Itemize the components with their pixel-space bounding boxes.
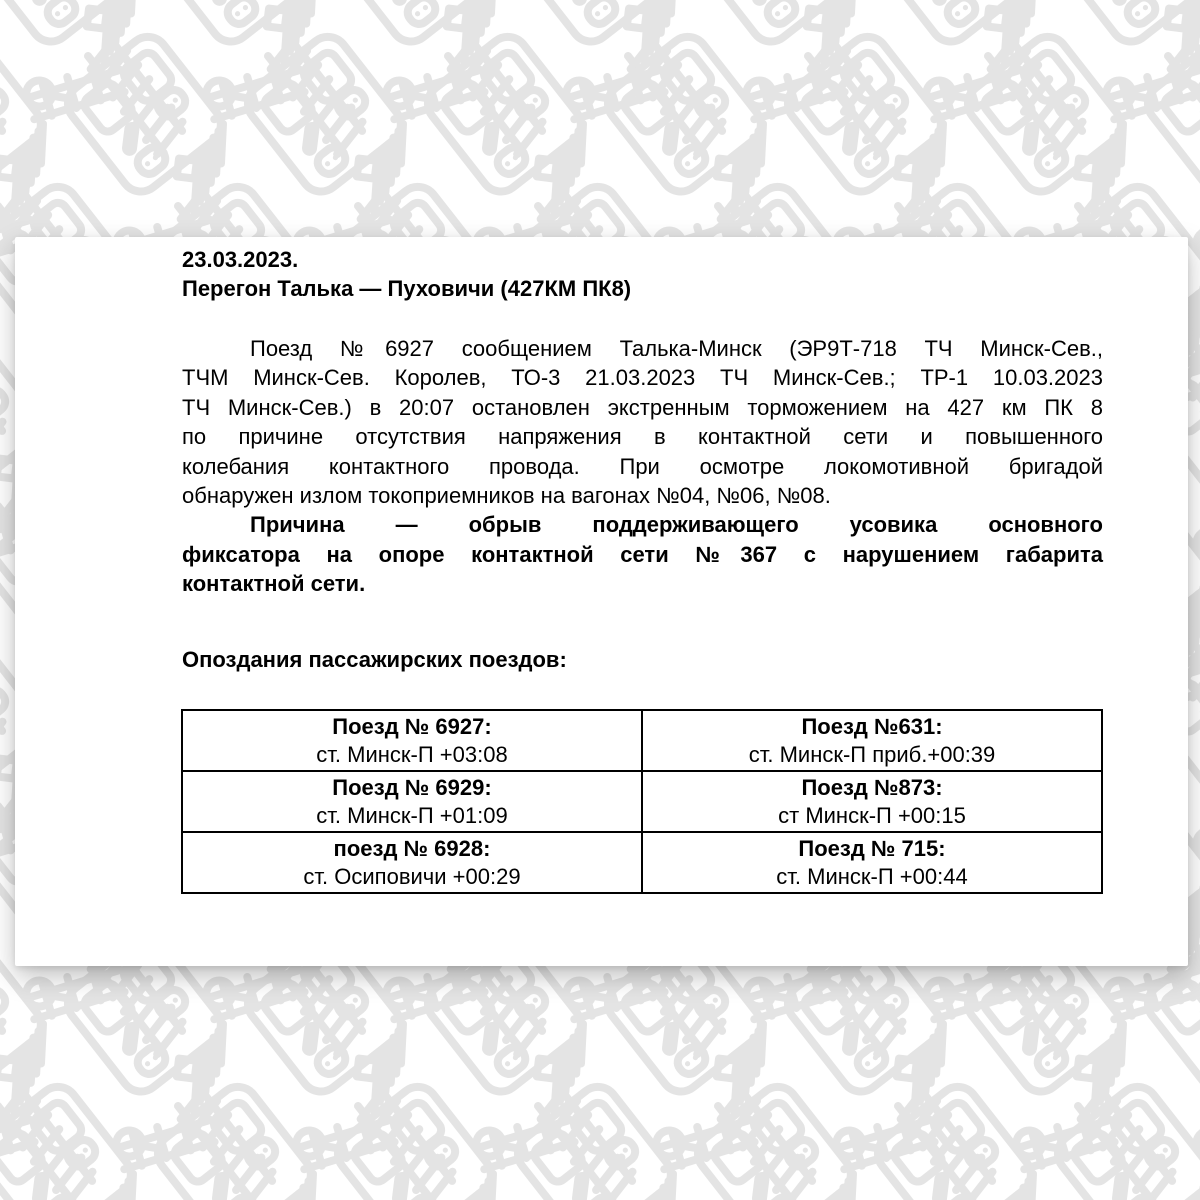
delay-value: ст. Минск-П +01:09	[316, 802, 508, 828]
delay-value: ст. Минск-П приб.+00:39	[748, 741, 996, 767]
delay-value: ст. Минск-П +03:08	[316, 741, 508, 767]
delay-cell	[642, 832, 1102, 893]
delay-cell	[182, 710, 642, 771]
cause-paragraph-line: Причина — обрыв поддерживающего усовика основного	[250, 512, 1103, 538]
train-number-label: Поезд № 715:	[798, 835, 946, 861]
cause-paragraph-line: контактной сети.	[182, 571, 366, 597]
train-number-label: Поезд №631:	[801, 713, 943, 739]
paragraph-line: ТЧМ Минск-Сев. Королев, ТО-3 21.03.2023 ТЧ Минск-Сев.; ТР-1 10.03.2023	[182, 365, 1103, 391]
delay-value: ст. Осиповичи +00:29	[303, 863, 521, 889]
paragraph-line: обнаружен излом токоприемников на вагонах №04, №06, №08.	[182, 483, 831, 509]
paragraph-line: по причине отсутствия напряжения в контактной сети и повышенного	[182, 424, 1103, 450]
incident-description	[182, 334, 1103, 599]
delay-value: ст. Минск-П +00:44	[776, 863, 968, 889]
delay-cell	[182, 771, 642, 832]
route-title-line: Перегон Талька — Пуховичи (427КМ ПК8)	[182, 276, 632, 302]
document-header	[182, 245, 1103, 304]
table-row	[182, 771, 1102, 832]
table-row	[182, 832, 1102, 893]
paragraph-line: колебания контактного провода. При осмотре локомотивной бригадой	[182, 453, 1103, 479]
delay-cell	[182, 832, 642, 893]
document-card	[15, 237, 1188, 966]
delay-cell	[642, 771, 1102, 832]
train-number-label: Поезд №873:	[801, 774, 943, 800]
table-row	[182, 710, 1102, 771]
train-number-label: поезд № 6928:	[333, 835, 491, 861]
delays-heading: Опоздания пассажирских поездов:	[182, 647, 567, 672]
date-line: 23.03.2023.	[182, 247, 299, 272]
delay-value: ст Минск-П +00:15	[778, 802, 966, 828]
paragraph-line: Поезд №6927 сообщением Талька-Минск (ЭР9Т-718 ТЧ Минск-Сев.,	[250, 336, 1103, 361]
delays-table	[181, 709, 1103, 894]
cause-paragraph-line: фиксатора на опоре контактной сети №367 с нарушением габарита	[182, 541, 1103, 567]
delay-cell	[642, 710, 1102, 771]
train-number-label: Поезд № 6927:	[332, 713, 492, 739]
paragraph-line: ТЧ Минск-Сев.) в 20:07 остановлен экстренным торможением на 427 км ПК 8	[182, 394, 1103, 420]
train-number-label: Поезд № 6929:	[332, 774, 492, 800]
